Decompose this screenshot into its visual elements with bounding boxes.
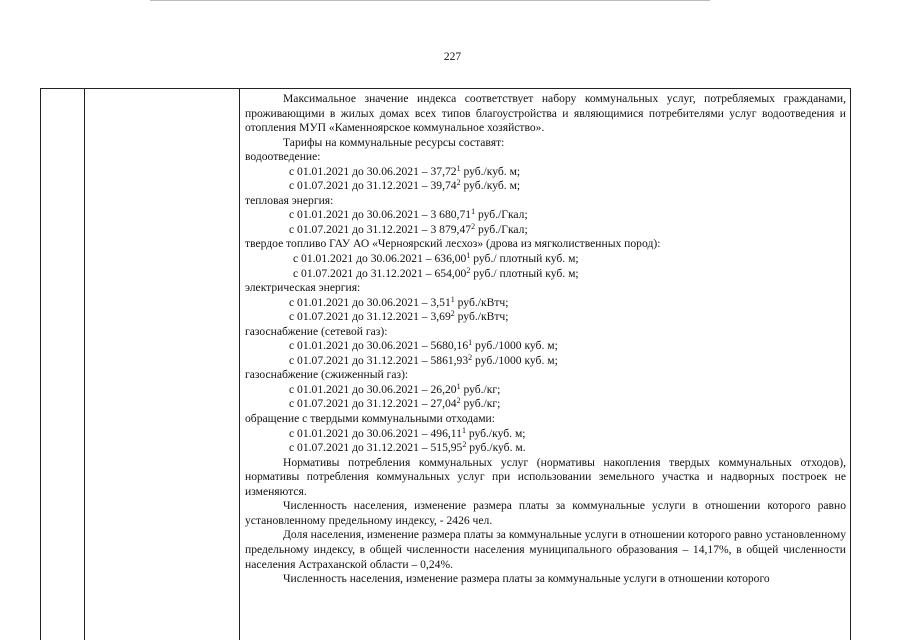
tariff-row — [245, 208, 846, 223]
tariffs-intro: Тарифы на коммунальные ресурсы составят: — [283, 135, 505, 149]
tariff-period-value: с 01.01.2021 до 30.06.2021 – 3,51 — [289, 295, 451, 309]
footnote-mark: 2 — [456, 396, 461, 406]
tariff-period-value: с 01.07.2021 до 31.12.2021 – 3 879,47 — [289, 222, 472, 236]
footnote-mark: 2 — [462, 440, 467, 450]
tariff-period-value: с 01.07.2021 до 31.12.2021 – 654,00 — [293, 266, 467, 280]
tariff-row — [245, 267, 846, 282]
tariff-unit: руб./куб. м; — [460, 179, 521, 193]
tariff-unit: руб./куб. м; — [460, 164, 521, 178]
footnote-mark: 2 — [450, 309, 455, 319]
tariff-row — [245, 296, 846, 311]
tariff-unit: руб./кВтч; — [454, 310, 509, 324]
tariff-heading: твердое топливо ГАУ АО «Черноярский лесхоз» (дрова из мягколиственных пород): — [245, 237, 661, 251]
paragraph-population: Численность населения, изменение размера платы за коммунальные услуги в отношении которого равно установленному предельному индексу, - 2426 чел. — [245, 499, 846, 527]
tariff-unit: руб./кг; — [460, 397, 501, 411]
tariff-period-value: с 01.01.2021 до 30.06.2021 – 496,11 — [289, 426, 462, 440]
tariff-unit: руб./кг; — [460, 382, 501, 396]
footnote-mark: 1 — [461, 425, 466, 435]
tariff-heading: газоснабжение (сжиженный газ): — [245, 368, 409, 382]
paragraph-last: Численность населения, изменение размера платы за коммунальные услуги в отношении которого — [283, 572, 770, 586]
tariff-period-value: с 01.07.2021 до 31.12.2021 – 515,95 — [289, 441, 463, 455]
footnote-mark: 2 — [466, 265, 471, 275]
tariff-period-value: с 01.07.2021 до 31.12.2021 – 27,04 — [289, 397, 457, 411]
tariff-unit: руб./куб. м. — [466, 441, 526, 455]
tariff-period-value: с 01.01.2021 до 30.06.2021 – 3 680,71 — [289, 208, 472, 222]
tariff-period-value: с 01.01.2021 до 30.06.2021 – 636,00 — [293, 252, 467, 266]
tariff-row — [245, 427, 846, 442]
tariff-row — [245, 179, 846, 194]
tariff-period-value: с 01.01.2021 до 30.06.2021 – 5680,16 — [289, 339, 469, 353]
paragraph-max-index: Максимальное значение индекса соответствует набору коммунальных услуг, потребляемых гражданами, проживающими в жилых домах всех типов благоустройства и являющимися потребителями услуг водоотведения и отопления МУП «Каменноярское коммунальное хозяйство». — [245, 92, 846, 135]
table-cell-content — [240, 89, 851, 640]
tariff-unit: руб./куб. м; — [465, 426, 526, 440]
footnote-mark: 1 — [456, 381, 461, 391]
footnote-mark: 1 — [466, 251, 471, 261]
tariff-row — [245, 252, 846, 267]
footnote-mark: 2 — [468, 352, 473, 362]
tariff-period-value: с 01.07.2021 до 31.12.2021 – 39,74 — [289, 179, 457, 193]
tariff-heading: обращение с твердыми коммунальными отходами: — [245, 412, 495, 426]
tariff-period-value: с 01.07.2021 до 31.12.2021 – 5861,93 — [289, 353, 469, 367]
table-cell-number — [41, 89, 85, 640]
tariff-period-value: с 01.01.2021 до 30.06.2021 – 37,72 — [289, 164, 457, 178]
tariff-unit: руб./Гкал; — [475, 208, 528, 222]
tariff-unit: руб./кВтч; — [454, 295, 509, 309]
tariff-period-value: с 01.07.2021 до 31.12.2021 – 3,69 — [289, 310, 451, 324]
footnote-mark: 2 — [456, 178, 461, 188]
tariff-heading: водоотведение: — [245, 150, 321, 164]
footnote-mark: 1 — [471, 207, 476, 217]
tariff-heading: электрическая энергия: — [245, 281, 361, 295]
document-table — [40, 88, 851, 640]
paragraph-norms: Нормативы потребления коммунальных услуг (нормативы накопления твердых коммунальных отходов), нормативы потребления коммунальных услуг при использовании земельного участка и надворных построек не изменяются. — [245, 455, 846, 498]
footnote-mark: 1 — [468, 338, 473, 348]
content-text — [240, 89, 850, 587]
page-number: 227 — [443, 51, 462, 63]
tariff-heading: газоснабжение (сетевой газ): — [245, 324, 388, 338]
scan-edge-line — [150, 0, 710, 1]
footnote-mark: 1 — [456, 163, 461, 173]
tariff-heading: тепловая энергия: — [245, 193, 334, 207]
tariff-period-value: с 01.01.2021 до 30.06.2021 – 26,20 — [289, 382, 457, 396]
tariff-list — [245, 150, 846, 455]
footnote-mark: 2 — [471, 221, 476, 231]
paragraph-share: Доля населения, изменение размера платы за коммунальные услуги в отношении которого равно установленному предельному индексу, в общей численности населения муниципального образования – 14,17%, в общей численности населения Астраханской области – 0,24%. — [245, 528, 846, 571]
tariff-row — [245, 310, 846, 325]
tariff-unit: руб./1000 куб. м; — [472, 353, 558, 367]
tariff-row — [245, 165, 846, 180]
table-cell-name — [85, 89, 240, 640]
tariff-row — [245, 339, 846, 354]
footnote-mark: 1 — [450, 294, 455, 304]
tariff-row — [245, 397, 846, 412]
tariff-row — [245, 441, 846, 456]
tariff-row — [245, 223, 846, 238]
tariff-row — [245, 383, 846, 398]
tariff-row — [245, 354, 846, 369]
tariff-unit: руб./Гкал; — [475, 222, 528, 236]
tariff-unit: руб./1000 куб. м; — [472, 339, 558, 353]
tariff-unit: руб./ плотный куб. м; — [470, 252, 579, 266]
tariff-unit: руб./ плотный куб. м; — [470, 266, 579, 280]
